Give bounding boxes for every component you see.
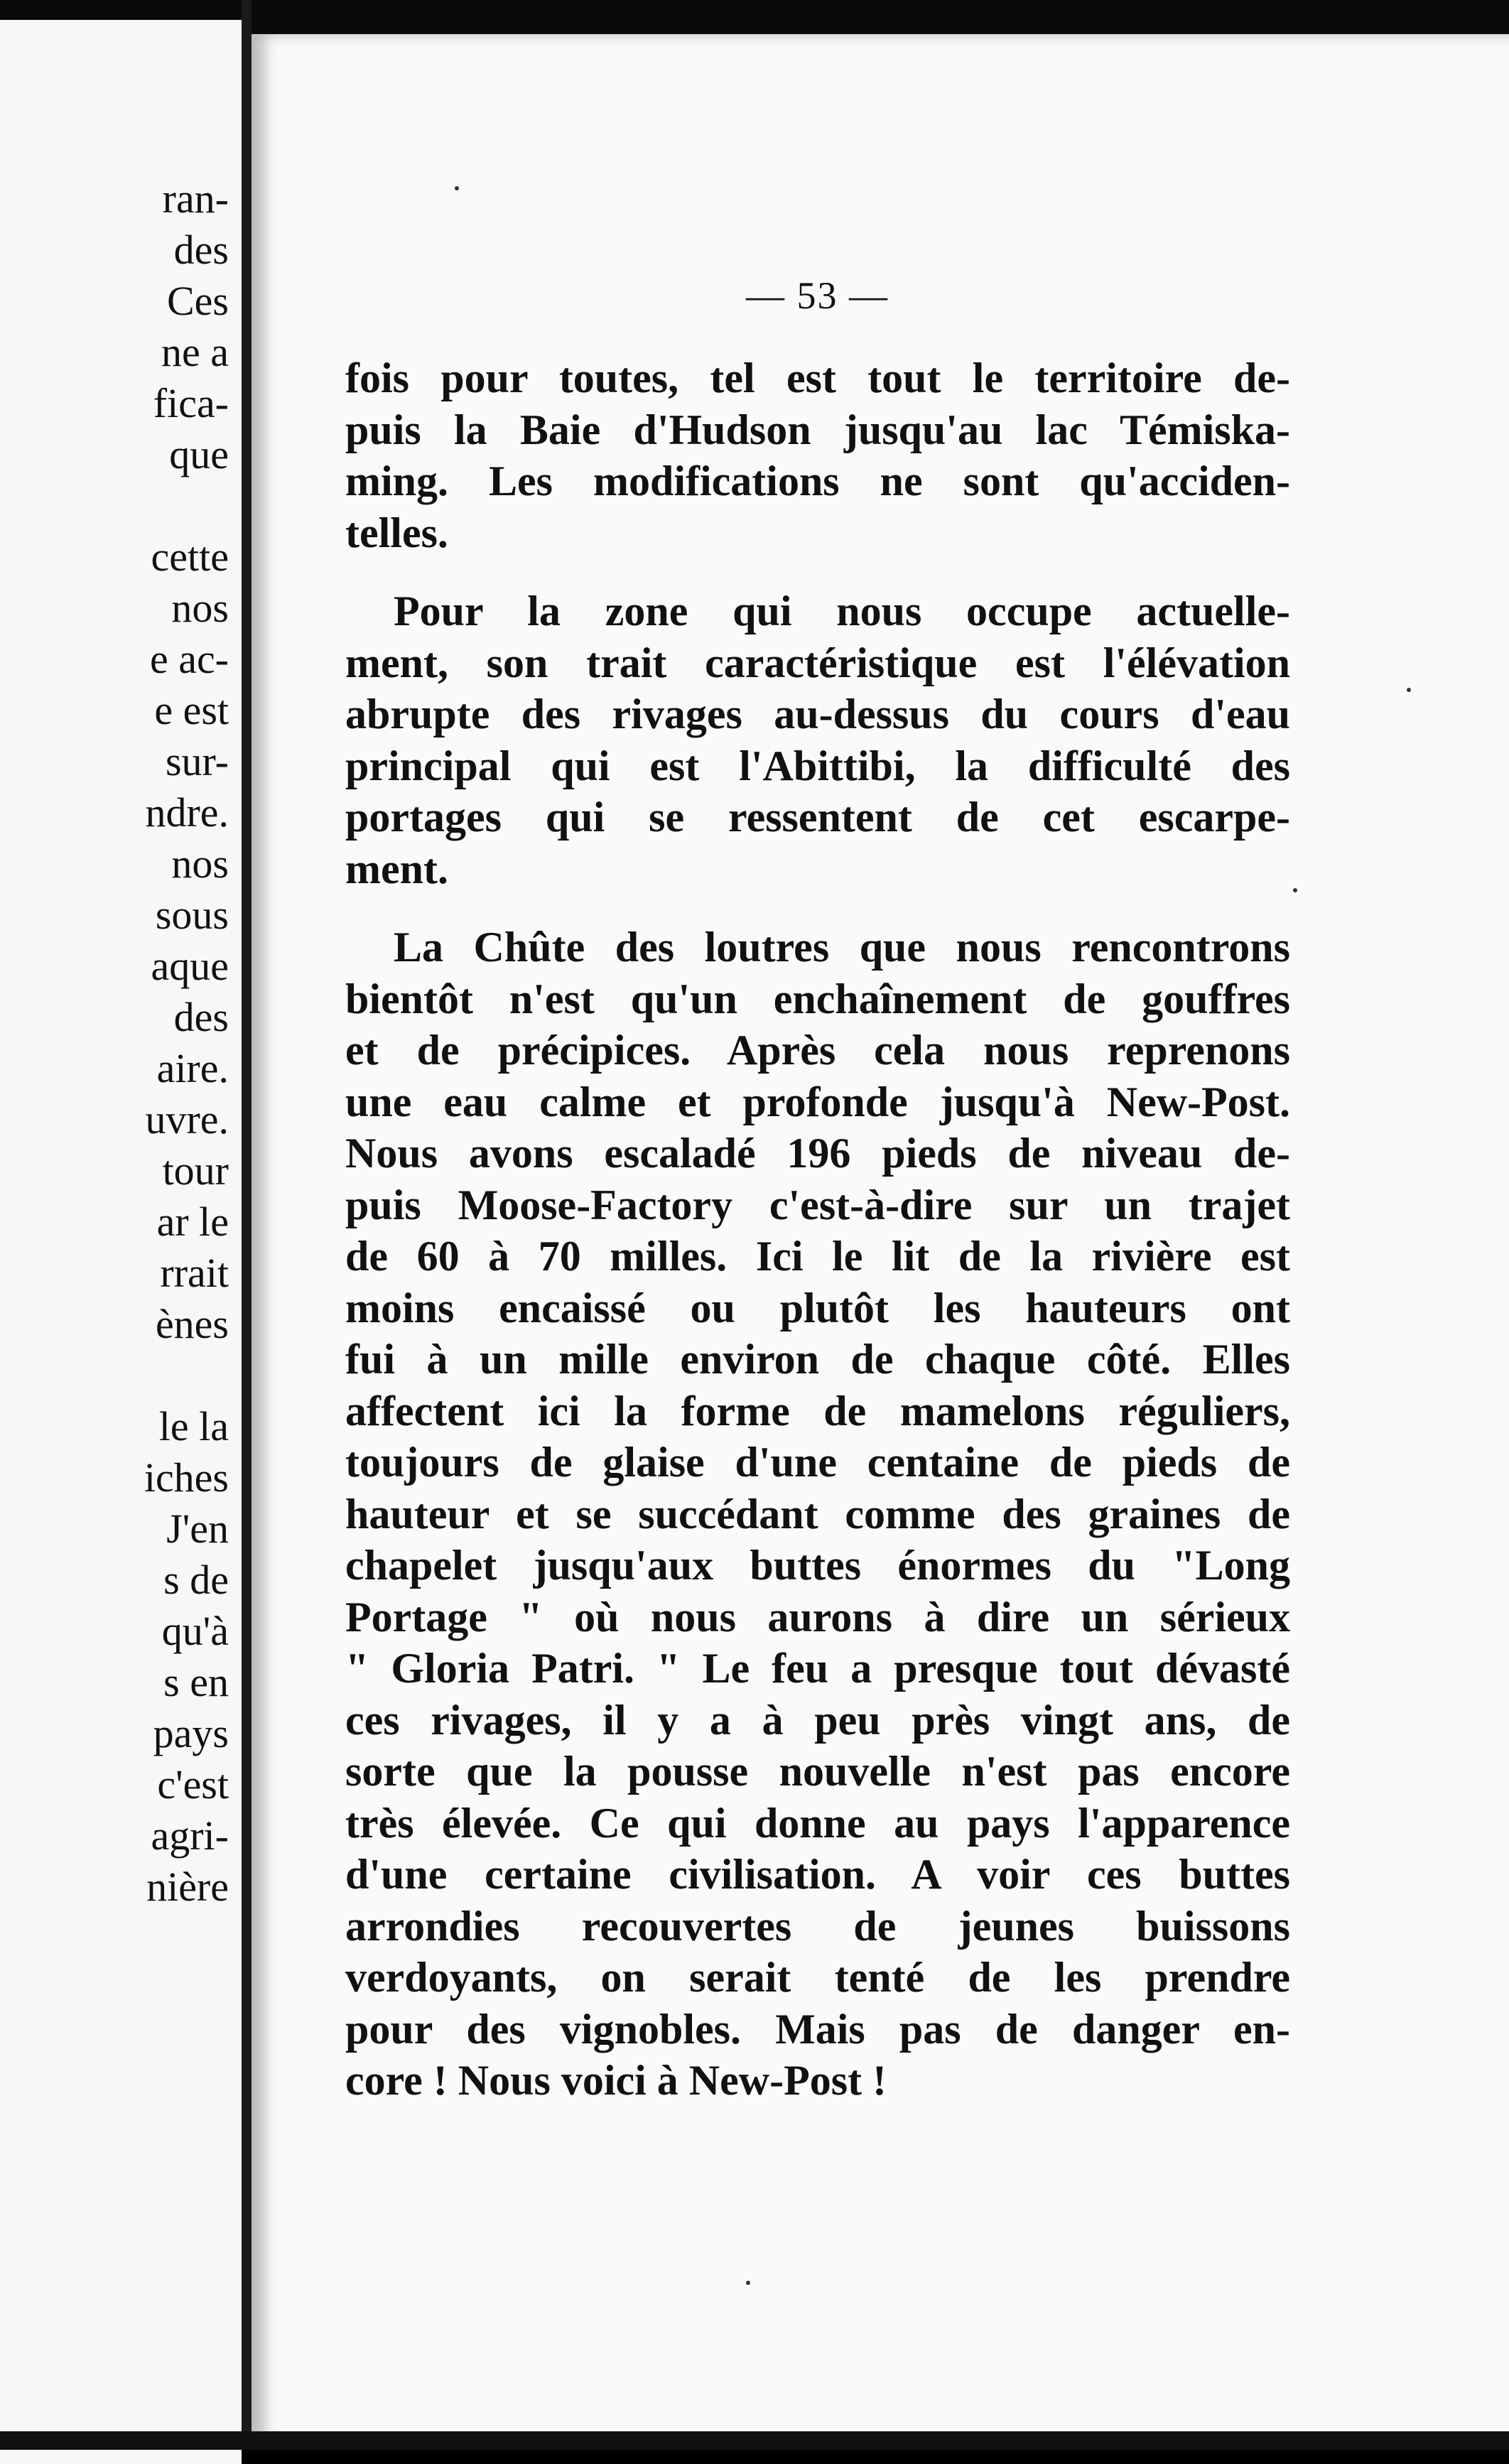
left-page-line: sous xyxy=(155,892,229,938)
text-line: " Gloria Patri. " Le feu a presque tout dévasté xyxy=(345,1645,1290,1692)
text-line: puis Moose-Factory c'est-à-dire sur un trajet xyxy=(345,1181,1290,1228)
left-page-line: agri- xyxy=(151,1812,229,1859)
left-page-line: des xyxy=(173,227,229,273)
text-line: Pour la zone qui nous occupe actuelle- xyxy=(394,588,1290,634)
left-page-line: s en xyxy=(163,1659,229,1705)
text-line: arrondies recouvertes de jeunes buissons xyxy=(345,1902,1290,1950)
text-line: pour des vignobles. Mais pas de danger en- xyxy=(345,2005,1290,2053)
text-line: ces rivages, il y a à peu près vingt ans, de xyxy=(345,1696,1290,1744)
left-page-line: s de xyxy=(163,1557,229,1603)
text-line: chapelet jusqu'aux buttes énormes du "Long xyxy=(345,1542,1290,1589)
left-page-line: sur- xyxy=(165,738,229,784)
text-line: fois pour toutes, tel est tout le territoire de- xyxy=(345,355,1290,401)
left-page-line: aque xyxy=(151,943,229,989)
scan-border xyxy=(0,2431,1509,2450)
left-page-gap xyxy=(0,20,229,71)
text-line: Portage " où nous aurons à dire un sérieux xyxy=(345,1593,1290,1641)
left-page-line: uvre. xyxy=(145,1096,229,1142)
left-page-line: iches xyxy=(144,1454,229,1501)
left-page-line: nos xyxy=(171,585,229,631)
left-page-line: nos xyxy=(171,841,229,887)
left-page-text-fragments xyxy=(0,20,229,1913)
left-page-line: fica- xyxy=(153,380,229,426)
left-page-line: ran- xyxy=(162,175,229,222)
left-page-line: des xyxy=(173,994,229,1040)
text-line: moins encaissé ou plutôt les hauteurs ont xyxy=(345,1284,1290,1331)
left-page-gap xyxy=(0,122,229,173)
text-line: fui à un mille environ de chaque côté. Elles xyxy=(345,1336,1290,1383)
left-page-line: qu'à xyxy=(161,1608,229,1654)
text-line: core ! Nous voici à New-Post ! xyxy=(345,2057,887,2104)
paragraph xyxy=(345,352,1290,558)
paragraph xyxy=(345,922,1290,2107)
left-facing-page xyxy=(0,20,242,2464)
left-page-line: e ac- xyxy=(149,636,229,682)
speck xyxy=(746,2281,750,2285)
text-line: hauteur et se succédant comme des graines de xyxy=(345,1490,1290,1538)
body-text xyxy=(345,352,1290,2134)
left-page-line: J'en xyxy=(166,1506,229,1552)
left-page-line: ne a xyxy=(161,329,229,375)
speck xyxy=(1293,888,1297,892)
text-line: très élevée. Ce qui donne au pays l'apparence xyxy=(345,1799,1290,1847)
text-line: ming. Les modifications ne sont qu'acciden- xyxy=(345,458,1290,504)
left-page-line: e est xyxy=(154,687,229,733)
text-line: ment. xyxy=(345,845,448,892)
left-page-line: ar le xyxy=(156,1199,229,1245)
paragraph xyxy=(345,585,1290,895)
text-line: La Chûte des loutres que nous rencontrons xyxy=(394,924,1290,971)
text-line: puis la Baie d'Hudson jusqu'au lac Témiska- xyxy=(345,406,1290,453)
left-page-line: que xyxy=(169,431,229,477)
left-page-gap xyxy=(0,1350,229,1401)
left-page-gap xyxy=(0,480,229,531)
text-line: affectent ici la forme de mamelons réguliers, xyxy=(345,1387,1290,1434)
page-number: — 53 — xyxy=(746,274,889,317)
left-page-line: c'est xyxy=(157,1761,229,1808)
left-page-line: ènes xyxy=(155,1301,229,1347)
text-line: bientôt n'est qu'un enchaînement de gouffres xyxy=(345,975,1290,1022)
text-line: de 60 à 70 milles. Ici le lit de la rivière est xyxy=(345,1233,1290,1280)
text-line: principal qui est l'Abittibi, la difficulté des xyxy=(345,742,1290,789)
text-line: et de précipices. Après cela nous reprenons xyxy=(345,1027,1290,1074)
left-page-line: le la xyxy=(158,1403,229,1449)
text-line: sorte que la pousse nouvelle n'est pas encore xyxy=(345,1748,1290,1795)
text-line: abrupte des rivages au-dessus du cours d'eau xyxy=(345,691,1290,737)
text-line: verdoyants, on serait tenté de les prendre xyxy=(345,1954,1290,2001)
speck xyxy=(455,186,459,190)
left-page-line: cette xyxy=(151,534,229,580)
text-line: une eau calme et profonde jusqu'à New-Post. xyxy=(345,1078,1290,1125)
text-line: portages qui se ressentent de cet escarpe- xyxy=(345,794,1290,841)
left-page-line: rrait xyxy=(160,1250,229,1296)
book-gutter xyxy=(242,0,252,2450)
left-page-gap xyxy=(0,71,229,122)
text-line: telles. xyxy=(345,509,448,556)
left-page-line: ndre. xyxy=(145,789,229,836)
left-page-line: aire. xyxy=(156,1045,229,1091)
text-line: toujours de glaise d'une centaine de pieds de xyxy=(345,1439,1290,1486)
text-line: ment, son trait caractéristique est l'élévation xyxy=(345,639,1290,686)
left-page-line: pays xyxy=(153,1710,229,1756)
left-page-line: nière xyxy=(146,1864,229,1910)
text-line: Nous avons escaladé 196 pieds de niveau de- xyxy=(345,1130,1290,1177)
text-line: d'une certaine civilisation. A voir ces buttes xyxy=(345,1851,1290,1898)
left-page-line: Ces xyxy=(167,278,229,324)
speck xyxy=(1407,688,1411,692)
left-page-line: tour xyxy=(162,1147,229,1194)
